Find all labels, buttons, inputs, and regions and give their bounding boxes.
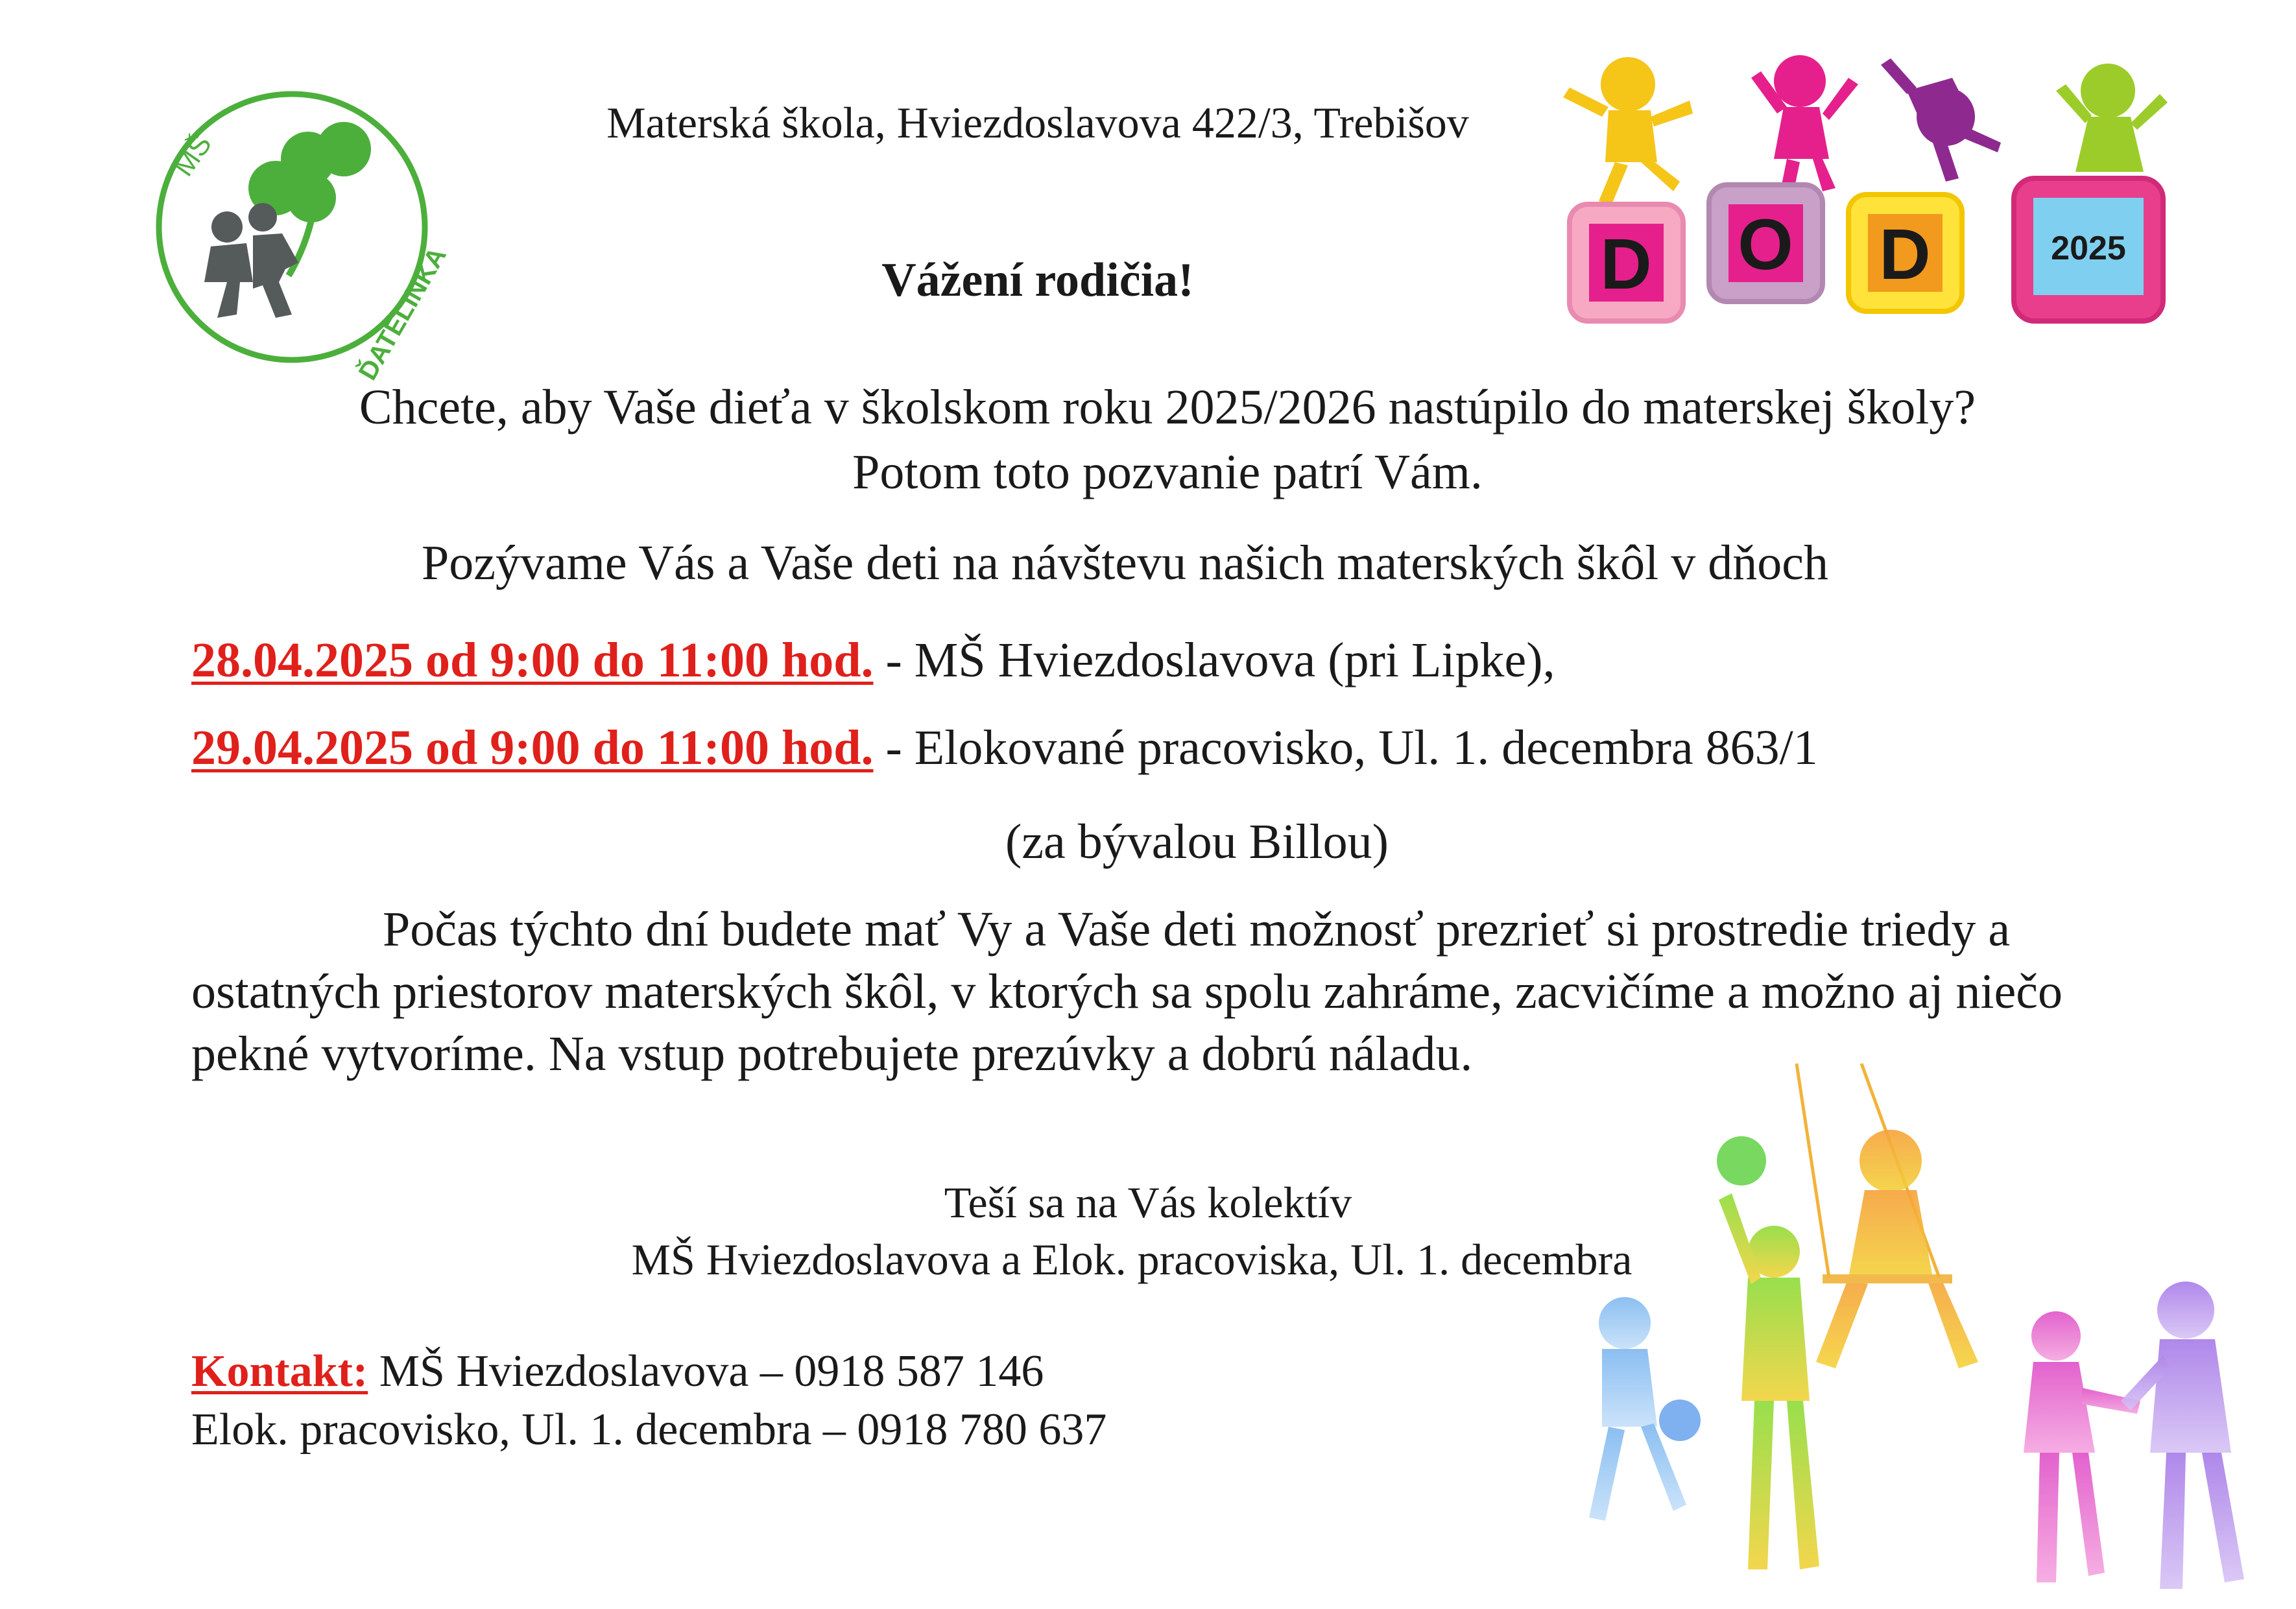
badge-letter-o: O [1738, 205, 1793, 285]
child-pink-icon [2024, 1311, 2140, 1582]
block-year [2014, 178, 2163, 321]
signoff-line-2: MŠ Hviezdoslavova a Elok. pracoviska, Ul. 1. decembra [631, 1235, 1632, 1284]
children-icon [204, 203, 298, 318]
kid-green-icon [2056, 64, 2168, 172]
date-2: 29.04.2025 od 9:00 do 11:00 hod. [191, 721, 874, 775]
block-o [1709, 185, 1823, 302]
block-d2 [1848, 195, 1962, 311]
children-playing-illustration [1544, 1064, 2275, 1609]
intro-line-1: Chcete, aby Vaše dieťa v školskom roku 2025/2026 nastúpilo do materskej školy? [359, 380, 1976, 435]
dod-badge [1544, 39, 2192, 337]
date-2-note: (za bývalou Billou) [1005, 815, 1389, 869]
date-2-line [191, 720, 1818, 776]
logo-text-bottom: ĎATELINKA [353, 243, 452, 385]
invite-line: Pozývame Vás a Vaše deti na návštevu našich materských škôl v dňoch [422, 536, 1829, 590]
child-violet-icon [2121, 1281, 2244, 1589]
contact-line-1 [191, 1346, 1044, 1398]
ball-blue-icon [1659, 1400, 1701, 1441]
school-name: Materská škola, Hviezdoslavova 422/3, Trebišov [606, 98, 1469, 147]
badge-letter-d2: D [1879, 215, 1931, 294]
contact-line-2: Elok. pracovisko, Ul. 1. decembra – 0918 780 637 [191, 1405, 1107, 1455]
date-1-place: - MŠ Hviezdoslavova (pri Lipke), [873, 633, 1555, 687]
info-paragraph-text: Počas týchto dní budete mať Vy a Vaše deti možnosť prezrieť si prostredie triedy a ostatných priestorov materských škôl, v ktorých sa spolu zahráme, zacvičíme a možno aj niečo pekné vytvoríme. Na vstup potrebujete prezúvky a dobrú náladu. [191, 902, 2063, 1081]
intro-line-2: Potom toto pozvanie patrí Vám. [852, 445, 1483, 499]
block-d1 [1570, 204, 1683, 321]
badge-letter-d1: D [1600, 224, 1652, 304]
kid-purple-icon [1881, 58, 2001, 182]
contact-phone-1: MŠ Hviezdoslavova – 0918 587 146 [368, 1346, 1044, 1396]
kid-yellow-icon [1563, 57, 1693, 204]
kid-pink-icon [1751, 55, 1858, 193]
contact-label: Kontakt: [191, 1346, 368, 1396]
info-paragraph [191, 898, 2072, 1085]
logo-text-top: MŠ [167, 128, 219, 182]
greeting-heading: Vážení rodičia! [881, 254, 1194, 307]
date-2-place: - Elokované pracovisko, Ul. 1. decembra 863/1 [873, 721, 1818, 775]
signoff-line-1: Teší sa na Vás kolektív [944, 1178, 1352, 1227]
badge-year: 2025 [2051, 230, 2126, 267]
date-1-line [191, 632, 1555, 689]
date-1: 28.04.2025 od 9:00 do 11:00 hod. [191, 633, 874, 687]
